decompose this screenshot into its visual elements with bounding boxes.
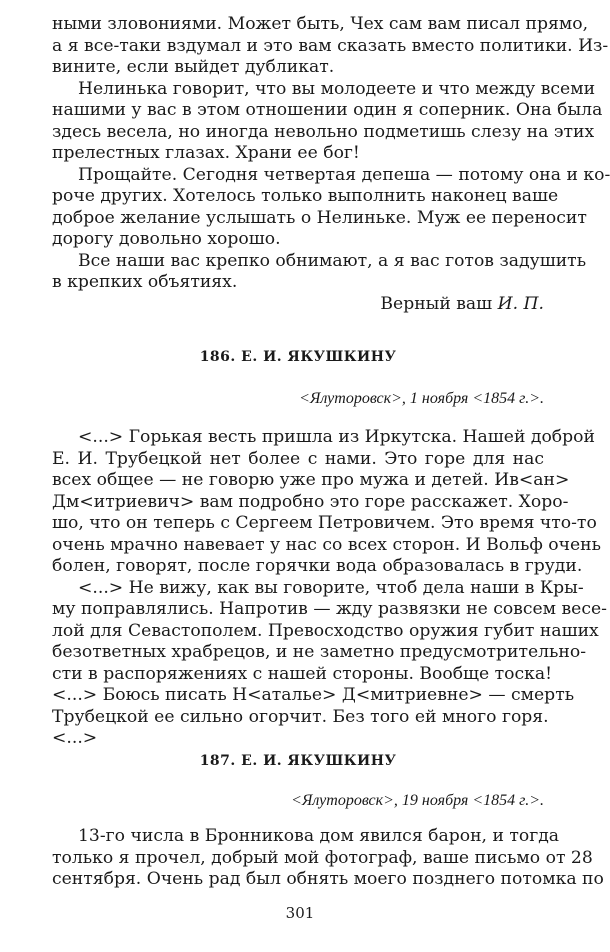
text-line: Прощайте. Сегодня четвертая депеша — потому она и ко- [78, 164, 610, 185]
letter-heading: 186. Е. И. ЯКУШКИНУ [199, 349, 397, 365]
text-line: сти в распоряжениях с нашей стороны. Вообще тоска! [52, 663, 553, 684]
text-line: лой для Севастополем. Превосходство оружия губит наших [52, 620, 599, 641]
text-line: вините, если выйдет дубликат. [52, 57, 335, 77]
text-line: Нелинька говорит, что вы молодеете и что между всеми [78, 78, 596, 99]
text-line: а я все-таки вздумал и это вам сказать вместо политики. Из- [52, 35, 609, 56]
top-letter-text [52, 14, 610, 315]
text-line: доброе желание услышать о Нелиньке. Муж ее переносит [52, 207, 587, 228]
text-line: сентября. Очень рад был обнять моего позднего потомка по [52, 869, 604, 889]
text-line: дорогу довольно хорошо. [52, 229, 281, 249]
letter-186-heading-block [52, 346, 544, 368]
signature [52, 294, 544, 316]
letter-dateline: <Ялуторовск>, 19 ноября <1854 г.>. [291, 792, 544, 809]
signature-name: И. П. [497, 293, 544, 314]
text-line: только я прочел, добрый мой фотограф, ваше письмо от 28 [52, 847, 593, 868]
text-line: шо, что он теперь с Сергеем Петровичем. Это время что-то [52, 513, 597, 533]
text-line: 13-го числа в Бронникова дом явился барон, и тогда [78, 826, 560, 846]
page-number: 301 [285, 904, 315, 922]
text-line: Е. И. Трубецкой нет более с нами. Это горе для нас [52, 448, 544, 469]
letter-dateline: <Ялуторовск>, 1 ноября <1854 г.>. [299, 390, 544, 407]
text-line: роче других. Хотелось только выполнить наконец ваше [52, 186, 559, 206]
text-line: безответных храбрецов, и не заметно предусмотрительно- [52, 642, 587, 662]
text-line: всех общее — не говорю уже про мужа и детей. Ив<ан> [52, 470, 570, 490]
text-line: прелестных глазах. Храни ее бог! [52, 143, 360, 163]
text-line: болен, говорят, после горячки вода образовалась в груди. [52, 556, 583, 576]
text-line: ными зловониями. Может быть, Чех сам вам писал прямо, [52, 14, 589, 34]
letter-186-dateline-block [52, 388, 544, 410]
text-line: очень мрачно навевает у нас со всех сторон. И Вольф очень [52, 534, 601, 555]
text-line: <...> [52, 728, 98, 748]
text-line: <...> Боюсь писать Н<аталье> Д<митриевне> — смерть [52, 685, 575, 705]
letter-187-dateline-block [52, 790, 544, 812]
text-line: здесь весела, но иногда невольно подметишь слезу на этих [52, 121, 595, 142]
letter-heading: 187. Е. И. ЯКУШКИНУ [199, 753, 397, 769]
text-line: Дм<итриевич> вам подробно это горе расскажет. Хоро- [52, 491, 569, 512]
text-line: <...> Горькая весть пришла из Иркутска. Нашей доброй [78, 427, 595, 447]
letter-187-text [52, 826, 604, 891]
letter-187-heading-block [52, 750, 544, 772]
text-line: му поправлялись. Напротив — жду развязки не совсем весе- [52, 599, 607, 619]
text-line: <...> Не вижу, как вы говорите, чтоб дела наши в Кры- [78, 577, 584, 598]
text-line: Все наши вас крепко обнимают, а я вас готов задушить [78, 250, 587, 271]
text-line: Трубецкой ее сильно огорчит. Без того ей много горя. [52, 706, 549, 727]
signature-text: Верный ваш [380, 293, 493, 314]
text-line: нашими у вас в этом отношении один я соперник. Она была [52, 100, 603, 120]
letter-186-text [52, 427, 607, 750]
text-line: в крепких объятиях. [52, 272, 238, 292]
